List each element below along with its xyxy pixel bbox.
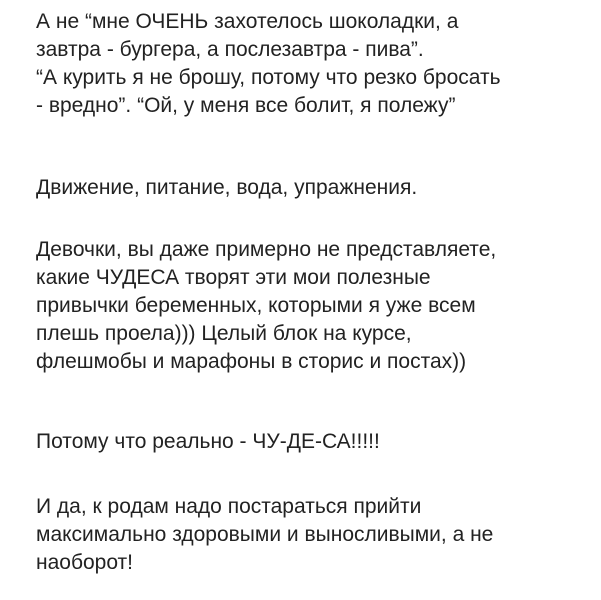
text-line: плешь проела))) Целый блок на курсе, (36, 322, 412, 345)
text-line: “А курить я не брошу, потому что резко бросать (36, 66, 501, 89)
text-line: Девочки, вы даже примерно не представляете, (36, 238, 497, 261)
text-line: наоборот! (36, 551, 134, 574)
text-line: максимально здоровыми и выносливыми, а не (36, 523, 494, 546)
paragraph-habits (36, 174, 417, 202)
text-line: - вредно”. “Ой, у меня все болит, я полежу” (36, 94, 456, 117)
paragraph-excuses (36, 8, 501, 120)
text-line: И да, к родам надо постараться прийти (36, 495, 422, 518)
paragraph-exclamation (36, 428, 380, 456)
text-line: завтра - бургера, а послезавтра - пива”. (36, 38, 424, 61)
paragraph-miracles (36, 236, 496, 376)
text-line: А не “мне ОЧЕНЬ захотелось шоколадки, а (36, 10, 459, 33)
text-line: флешмобы и марафоны в сторис и постах)) (36, 350, 467, 373)
text-line: привычки беременных, которыми я уже всем (36, 294, 476, 317)
text-line: какие ЧУДЕСА творят эти мои полезные (36, 266, 431, 289)
text-line: Движение, питание, вода, упражнения. (36, 176, 418, 199)
paragraph-conclusion (36, 493, 493, 577)
text-line: Потому что реально - ЧУ-ДЕ-СА!!!!! (36, 430, 380, 453)
